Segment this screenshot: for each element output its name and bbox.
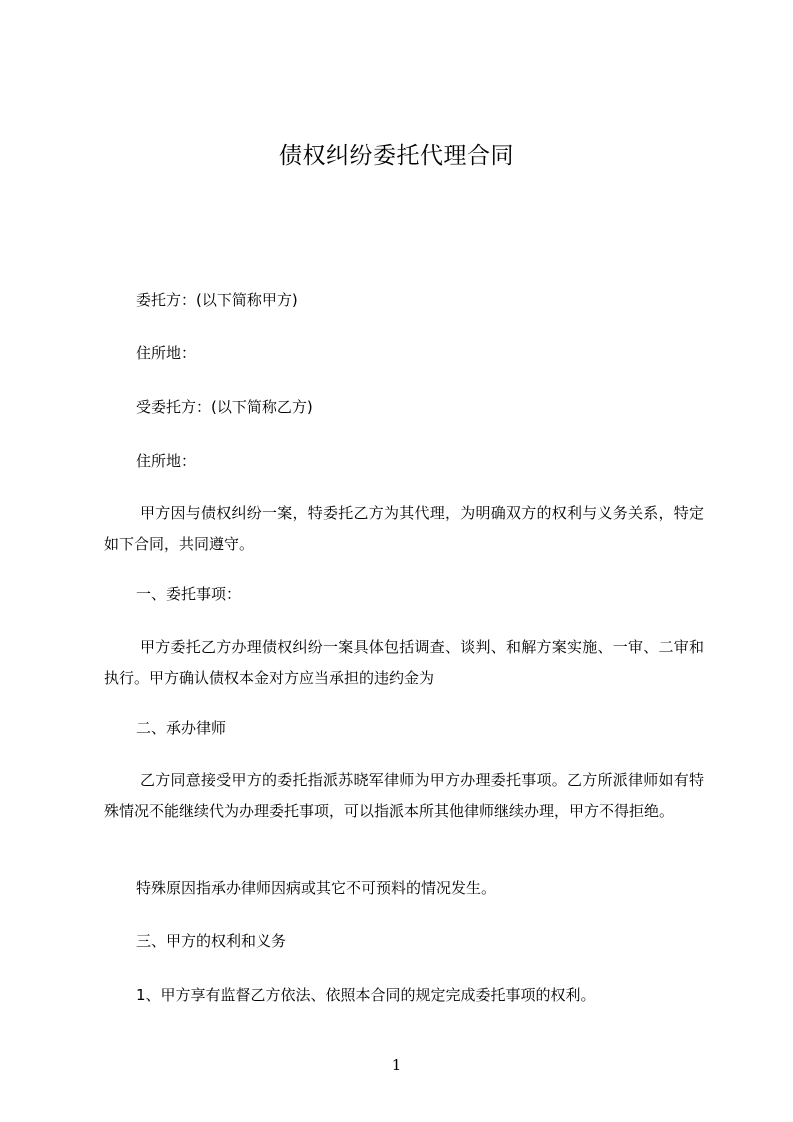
agent-address-line: 住所地： bbox=[136, 452, 197, 470]
principal-address-line: 住所地： bbox=[136, 344, 197, 362]
section-1-heading: 一、委托事项： bbox=[136, 585, 242, 603]
intro-paragraph: 甲方因与债权纠纷一案，特委托乙方为其代理，为明确双方的权利与义务关系，特定如下合同，共同遵守。 bbox=[104, 504, 704, 553]
document-title: 债权纠纷委托代理合同 bbox=[279, 143, 514, 169]
section-2-note: 特殊原因指承办律师因病或其它不可预料的情况发生。 bbox=[136, 879, 497, 897]
section-1-paragraph: 甲方委托乙方办理债权纠纷一案具体包括调查、谈判、和解方案实施、一审、二审和执行。甲方确认债权本金对方应当承担的违约金为 bbox=[104, 638, 704, 687]
page-number: 1 bbox=[391, 1056, 402, 1074]
agent-line: 受委托方：(以下简称乙方) bbox=[136, 398, 313, 416]
section-3-heading: 三、甲方的权利和义务 bbox=[136, 932, 287, 950]
section-2-heading: 二、承办律师 bbox=[136, 719, 227, 737]
principal-line: 委托方：(以下简称甲方) bbox=[136, 291, 298, 309]
section-3-item-1: 1、甲方享有监督乙方依法、依照本合同的规定完成委托事项的权利。 bbox=[136, 986, 596, 1004]
section-2-paragraph: 乙方同意接受甲方的委托指派苏晓军律师为甲方办理委托事项。乙方所派律师如有特殊情况不能继续代为办理委托事项，可以指派本所其他律师继续办理，甲方不得拒绝。 bbox=[104, 771, 704, 820]
